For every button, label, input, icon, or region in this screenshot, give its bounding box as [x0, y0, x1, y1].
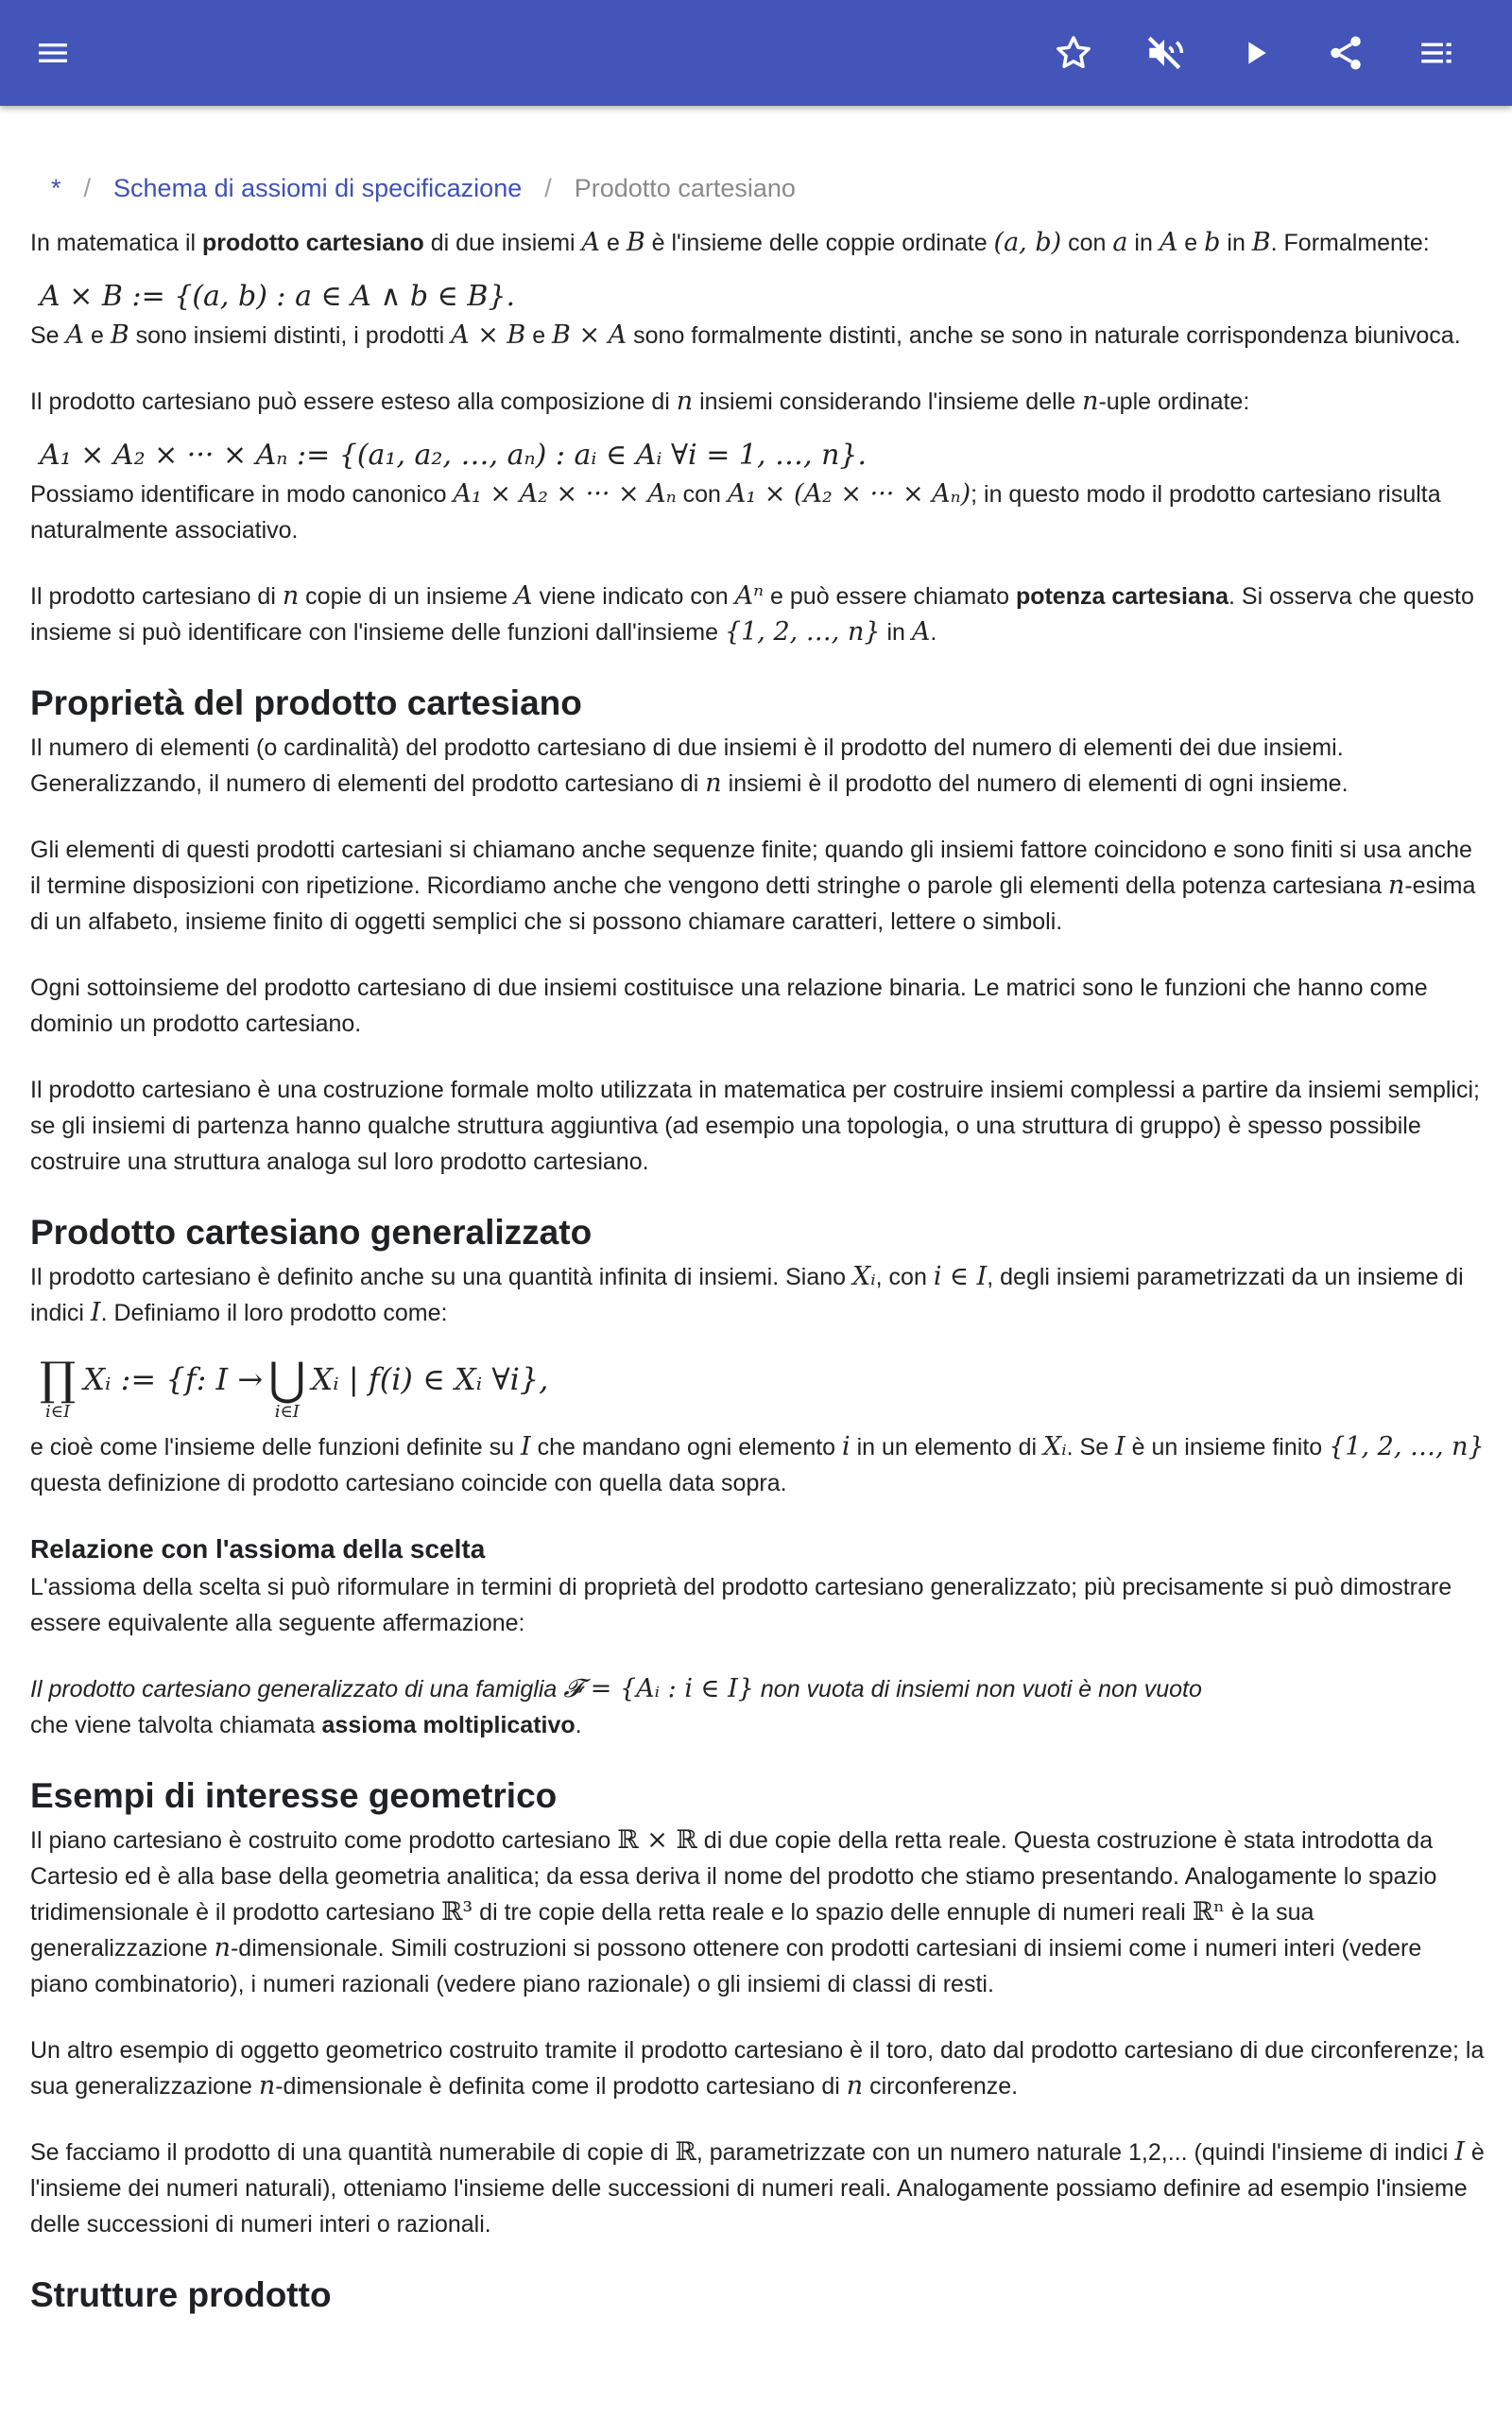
article-content	[30, 151, 1486, 2322]
intro-paragraph-5: Il prodotto cartesiano di n copie di un insieme A viene indicato con Aⁿ e può essere chiamato potenza cartesiana. Si osserva che questo insieme si può identificare con l'insieme delle funzioni dall'insieme {1, 2, …, n} in A.	[30, 581, 1474, 647]
intro-paragraph-3: Il prodotto cartesiano può essere esteso alla composizione di n insiemi considerando l'insieme delle n-uple ordinate:	[30, 387, 1250, 416]
playlist-icon	[1417, 33, 1456, 73]
breadcrumb-separator: /	[83, 174, 92, 202]
choice-quote: Il prodotto cartesiano generalizzato di una famiglia 𝓕 = {Aᵢ : i ∈ I} non vuota di insiemi non vuoti è non vuoto	[30, 1674, 1202, 1703]
subsection-title-choice: Relazione con l'assioma della scelta	[30, 1534, 486, 1564]
play-button[interactable]	[1223, 21, 1287, 85]
share-icon	[1326, 33, 1366, 73]
play-icon	[1236, 34, 1274, 72]
geometric-paragraph-1: Il piano cartesiano è costruito come prodotto cartesiano ℝ × ℝ di due copie della retta reale. Questa costruzione è stata introdotta da Cartesio ed è alla base della geometria analitica; da essa deriva il nome del prodotto che stiamo presentando. Analogamente lo spazio tridimensionale è il prodotto cartesiano ℝ³ di tre copie della retta reale e lo spazio delle ennuple di numeri reali ℝⁿ è la sua generalizzazione n-dimensionale. Simili costruzioni si possono ottenere con prodotti cartesiani di insiemi come i numeri interi (vedere piano combinatorio), i numeri razionali (vedere piano razionale) o gli insiemi di classi di resti.	[30, 1825, 1437, 1997]
properties-paragraph-4: Il prodotto cartesiano è una costruzione formale molto utilizzata in matematica per costruire insiemi complessi a partire da insiemi semplici; se gli insiemi di partenza hanno qualche struttura aggiuntiva (ad esempio una topologia, o una struttura di gruppo) è spesso possibile costruire una struttura analoga sul loro prodotto cartesiano.	[30, 1077, 1480, 1175]
breadcrumb-home-link[interactable]: *	[51, 174, 61, 202]
formula-middle: Xᵢ := {f: I →	[83, 1361, 264, 1397]
properties-paragraph-2: Gli elementi di questi prodotti cartesiani si chiamano anche sequenze finite; quando gli insiemi fattore coincidono e sono finiti si usa anche il termine disposizioni con ripetizione. Ricordiamo anche che vengono detti stringhe o parole gli elementi della potenza cartesiana n-esima di un alfabeto, insieme finito di oggetti semplici che si possono chiamare caratteri, lettere o simboli.	[30, 837, 1476, 935]
properties-paragraph-3: Ogni sottoinsieme del prodotto cartesiano di due insiemi costituisce una relazione binaria. Le matrici sono le funzioni che hanno come dominio un prodotto cartesiano.	[30, 975, 1428, 1037]
star-icon	[1054, 33, 1093, 73]
breadcrumb-parent-link[interactable]: Schema di assiomi di specificazione	[113, 174, 523, 202]
mute-button[interactable]	[1132, 21, 1196, 85]
union-index: i∈I	[274, 1402, 300, 1422]
breadcrumb-current: Prodotto cartesiano	[574, 174, 796, 202]
menu-button[interactable]	[21, 21, 85, 85]
share-button[interactable]	[1314, 21, 1378, 85]
section-title-product-structures: Strutture prodotto	[30, 2275, 332, 2314]
volume-off-icon	[1144, 33, 1184, 73]
section-title-generalized: Prodotto cartesiano generalizzato	[30, 1213, 593, 1252]
product-index: i∈I	[45, 1402, 71, 1422]
generalized-paragraph-1: Il prodotto cartesiano è definito anche su una quantità infinita di insiemi. Siano Xᵢ, con i ∈ I, degli insiemi parametrizzati da un insieme di indici I. Definiamo il loro prodotto come:	[30, 1262, 1464, 1327]
union-symbol: ⋃	[268, 1353, 306, 1406]
product-symbol: ∏	[40, 1353, 77, 1406]
intro-paragraph-2: Se A e B sono insiemi distinti, i prodotti A × B e B × A sono formalmente distinti, anche se sono in naturale corrispondenza biunivoca.	[30, 320, 1461, 350]
app-bar	[0, 0, 1512, 106]
section-title-properties: Proprietà del prodotto cartesiano	[30, 683, 582, 722]
section-title-geometric: Esempi di interesse geometrico	[30, 1776, 558, 1815]
choice-paragraph-1: L'assioma della scelta si può riformulare in termini di proprietà del prodotto cartesiano generalizzato; più precisamente si può dimostrare essere equivalente alla seguente affermazione:	[30, 1574, 1452, 1636]
properties-paragraph-1: Il numero di elementi (o cardinalità) del prodotto cartesiano di due insiemi è il prodotto del numero di elementi dei due insiemi. Generalizzando, il numero di elementi del prodotto cartesiano di n insiemi è il prodotto del numero di elementi di ogni insieme.	[30, 735, 1349, 798]
generalized-paragraph-2: e cioè come l'insieme delle funzioni definite su I che mandano ogni elemento i in un elemento di Xᵢ. Se I è un insieme finito {1, 2, …, n} questa definizione di prodotto cartesiano coincide con quella data sopra.	[30, 1432, 1485, 1496]
generalized-product-formula	[40, 1353, 1486, 1429]
breadcrumb	[51, 170, 1486, 206]
intro-paragraph-1: In matematica il prodotto cartesiano di due insiemi A e B è l'insieme delle coppie ordinate (a, b) con a in A e b in B. Formalmente:	[30, 228, 1430, 257]
geometric-paragraph-3: Se facciamo il prodotto di una quantità numerabile di copie di ℝ, parametrizzate con un numero naturale 1,2,... (quindi l'insieme di indici I è l'insieme dei numeri naturali), otteniamo l'insieme delle successioni di numeri reali. Analogamente possiamo definire ad esempio l'insieme delle successioni di numeri interi o razionali.	[30, 2137, 1485, 2238]
choice-paragraph-2: che viene talvolta chiamata assioma moltiplicativo.	[30, 1712, 582, 1738]
menu-icon	[34, 34, 72, 72]
cartesian-product-formula: A × B := {(a, b) : a ∈ A ∧ b ∈ B}.	[40, 280, 516, 313]
formula-end: Xᵢ | f(i) ∈ Xᵢ ∀i},	[311, 1361, 549, 1397]
breadcrumb-separator: /	[544, 174, 552, 202]
intro-paragraph-4: Possiamo identificare in modo canonico A₁ × A₂ × ··· × Aₙ con A₁ × (A₂ × ··· × Aₙ); in questo modo il prodotto cartesiano risulta naturalmente associativo.	[30, 479, 1441, 544]
geometric-paragraph-2: Un altro esempio di oggetto geometrico costruito tramite il prodotto cartesiano è il toro, dato dal prodotto cartesiano di due circonferenze; la sua generalizzazione n-dimensionale è definita come il prodotto cartesiano di n circonferenze.	[30, 2037, 1485, 2100]
n-tuple-formula: A₁ × A₂ × ··· × Aₙ := {(a₁, a₂, …, aₙ) : aᵢ ∈ Aᵢ ∀i = 1, …, n}.	[40, 439, 868, 472]
playlist-button[interactable]	[1404, 21, 1469, 85]
favorite-button[interactable]	[1041, 21, 1106, 85]
